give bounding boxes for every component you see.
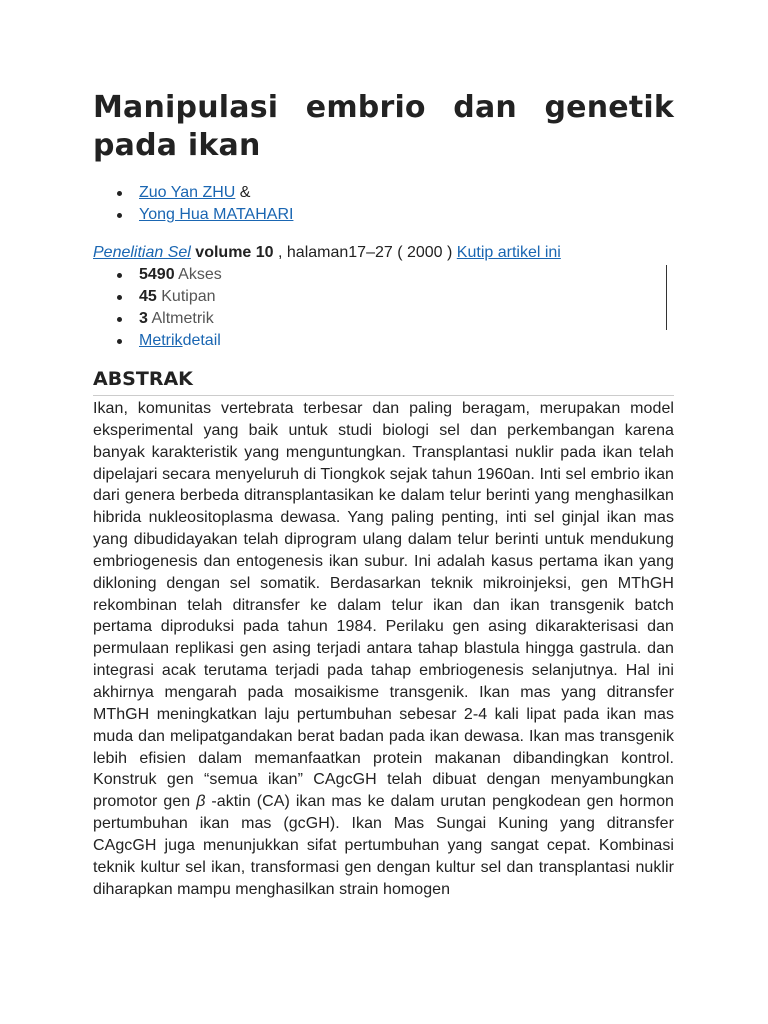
metrics-list — [93, 264, 674, 352]
metric-item-citations — [139, 286, 674, 308]
cite-article-link[interactable]: Kutip artikel ini — [456, 244, 561, 261]
author-item — [139, 182, 674, 204]
metric-item-altmetric — [139, 308, 674, 330]
author-item — [139, 204, 674, 226]
metric-value: 3 — [139, 310, 148, 327]
pages-text: , halaman17–27 ( 2000 ) — [273, 244, 457, 261]
journal-link[interactable]: Penelitian Sel — [93, 244, 191, 261]
abstract-text — [93, 398, 674, 900]
metric-item-access — [139, 264, 674, 286]
abstract-part-2: -aktin (CA) ikan mas ke dalam urutan pengkodean gen hormon pertumbuhan ikan mas (gcGH). Ikan Mas Sungai Kuning yang ditransfer CAgcGH juga menunjukkan sifat pertumbuhan yang sangat cepat. Kombinasi teknik kultur sel ikan, transformasi gen dengan kultur sel dan transplantasi nuklir diharapkan mampu menghasilkan strain homogen — [93, 793, 674, 898]
author-list — [93, 182, 674, 226]
article-title: Manipulasi embrio dan genetik pada ikan — [93, 90, 674, 163]
author-link-matahari[interactable]: Yong Hua MATAHARI — [139, 206, 294, 223]
citation-line — [93, 242, 674, 264]
author-link-zhu[interactable]: Zuo Yan ZHU — [139, 184, 236, 201]
metric-label: Altmetrik — [147, 310, 214, 327]
metric-item-details — [139, 330, 674, 352]
metrics-detail-text[interactable]: detail — [182, 332, 221, 349]
metric-label: Akses — [174, 266, 222, 283]
abstract-part-1: Ikan, komunitas vertebrata terbesar dan paling beragam, merupakan model eksperimental yang baik untuk studi biologi sel dan perkembangan karena banyak karakteristik yang menguntungkan. Transplantasi nuklir pada ikan telah dipelajari secara menyeluruh di Tiongkok sejak tahun 1960an. Inti sel embrio ikan dari genera berbeda ditransplantasikan ke dalam telur berinti yang menghasilkan hibrida nukleositoplasma dewasa. Yang paling penting, inti sel ginjal ikan mas yang dibudidayakan telah diprogram ulang dalam telur berinti untuk mendukung embriogenesis dan entogenesis ikan subur. Ini adalah kasus pertama ikan yang dikloning dengan sel somatik. Berdasarkan teknik mikroinjeksi, gen MThGH rekombinan telah ditransfer ke dalam telur ikan dan ikan transgenik batch pertama diproduksi pada tahun 1984. Perilaku gen asing dikarakterisasi dan permulaan replikasi gen asing terjadi antara tahap blastula hingga gastrula. dan integrasi acak terutama terjadi pada tahap embriogenesis selanjutnya. Hal ini akhirnya mengarah pada mosaikisme transgenik. Ikan mas yang ditransfer MThGH meningkatkan laju pertumbuhan sebesar 2-4 kali lipat pada ikan mas muda dan melipatgandakan berat badan pada ikan dewasa. Ikan mas transgenik lebih efisien dalam memanfaatkan protein makanan dibandingkan kontrol. Konstruk gen “semua ikan” CAgcGH telah dibuat dengan menyambungkan promotor gen — [93, 400, 674, 811]
metric-value: 5490 — [139, 266, 175, 283]
abstract-heading: ABSTRAK — [93, 365, 674, 396]
metric-value: 45 — [139, 288, 157, 305]
metric-label: Kutipan — [156, 288, 216, 305]
article-content — [93, 89, 674, 900]
volume-text: volume 10 — [195, 244, 274, 261]
beta-symbol: β — [196, 793, 206, 811]
author-separator: & — [235, 184, 251, 201]
vertical-divider — [666, 265, 667, 330]
metrics-link[interactable]: Metrik — [139, 332, 183, 349]
